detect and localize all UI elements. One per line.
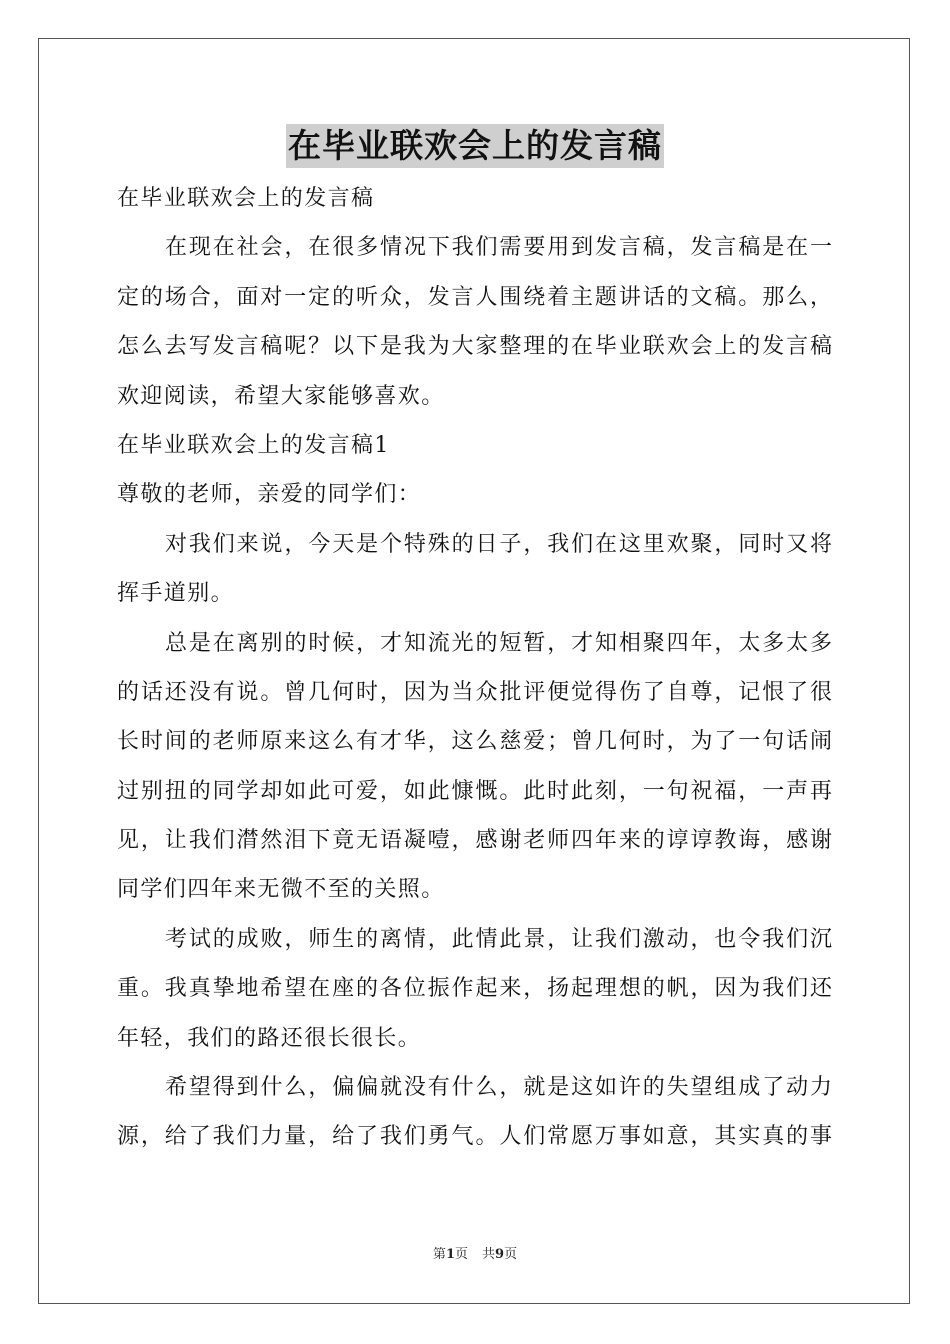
text-line: 同学们四年来无微不至的关照。 [117,877,445,903]
page-footer [0,1246,950,1264]
text-line: 见，让我们潸然泪下竟无语凝噎，感谢老师四年来的谆谆教诲，感谢 [117,828,832,854]
text-line: 挥手道别。 [117,581,235,607]
text-line: 对我们来说，今天是个特殊的日子，我们在这里欢聚，同时又将 [165,531,832,557]
text-line: 在现在社会，在很多情况下我们需要用到发言稿，发言稿是在一 [165,235,832,261]
text-line: 尊敬的老师，亲爱的同学们： [117,482,422,508]
current-page-number: 1 [445,1247,455,1262]
page-prefix: 第 [432,1247,446,1262]
text-line: 总是在离别的时候，才知流光的短暂，才知相聚四年，太多太多 [165,630,832,656]
total-prefix: 共 [482,1247,496,1262]
text-line: 定的场合，面对一定的听众，发言人围绕着主题讲话的文稿。那么， [117,284,832,310]
text-line: 欢迎阅读，希望大家能够喜欢。 [117,383,445,409]
total-page-count: 9 [495,1247,505,1262]
text-line: 考试的成败，师生的离情，此情此景，让我们激动，也令我们沉 [165,926,832,952]
title-container [0,124,950,168]
page-unit: 页 [454,1247,468,1262]
text-line: 重。我真挚地希望在座的各位振作起来，扬起理想的帆，因为我们还 [117,976,832,1002]
total-unit: 页 [504,1247,518,1262]
text-line: 长时间的老师原来这么有才华，这么慈爱；曾几何时，为了一句话闹 [117,729,832,755]
text-line: 在毕业联欢会上的发言稿1 [117,432,390,458]
text-line: 希望得到什么，偏偏就没有什么，就是这如许的失望组成了动力 [165,1075,832,1101]
document-body [117,174,832,1162]
text-line: 的话还没有说。曾几何时，因为当众批评便觉得伤了自尊，记恨了很 [117,679,832,705]
text-line: 过别扭的同学却如此可爱，如此慷慨。此时此刻，一句祝福，一声再 [117,778,832,804]
text-line: 在毕业联欢会上的发言稿 [117,186,375,211]
text-line: 怎么去写发言稿呢？以下是我为大家整理的在毕业联欢会上的发言稿 [117,334,832,360]
document-title: 在毕业联欢会上的发言稿 [286,124,664,168]
text-line: 年轻，我们的路还很长很长。 [117,1025,422,1051]
text-line: 源，给了我们力量，给了我们勇气。人们常愿万事如意，其实真的事 [117,1124,832,1150]
